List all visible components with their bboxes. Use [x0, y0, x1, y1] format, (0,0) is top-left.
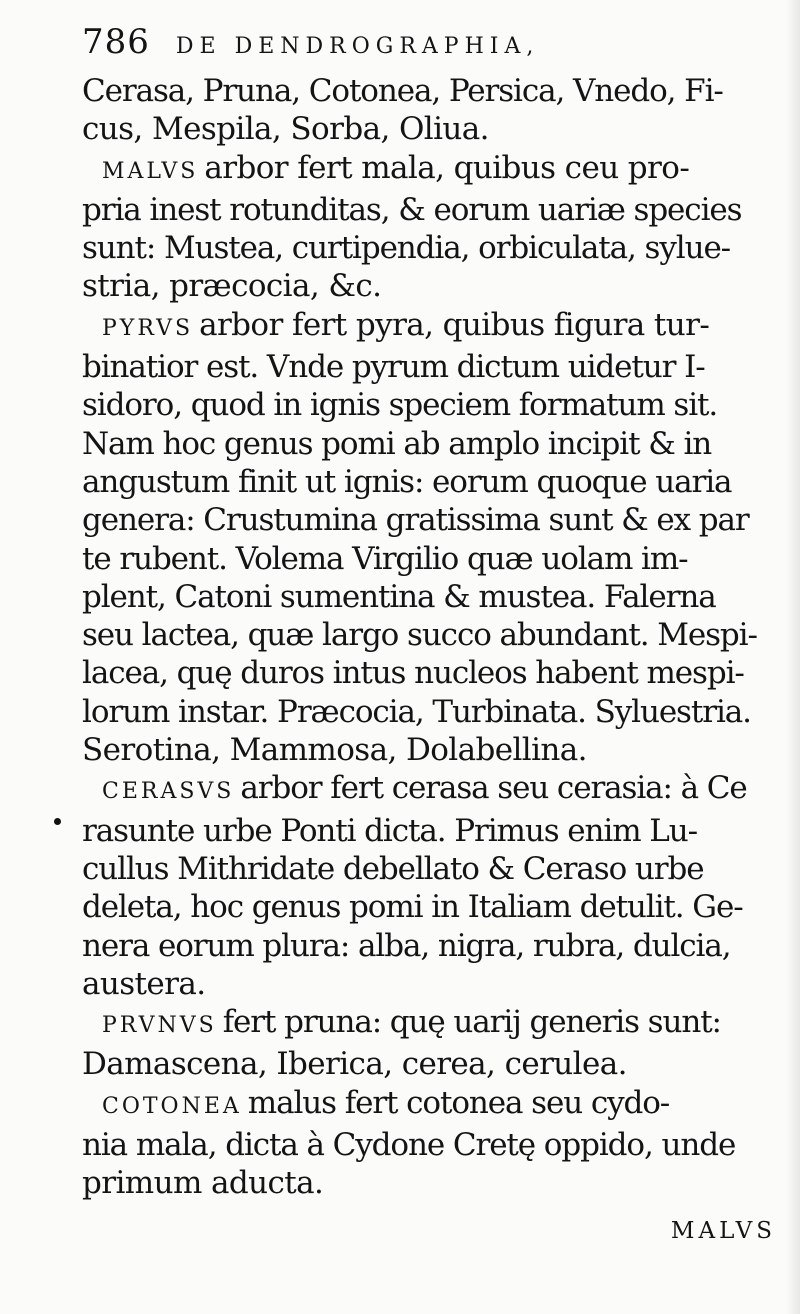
catchword: MALVS [670, 1218, 776, 1244]
text-line [82, 1084, 782, 1126]
text-line [82, 463, 782, 501]
text-line [82, 578, 782, 616]
line-text: plent, Catoni sumentina & mustea. Falerna [82, 578, 716, 615]
line-text: Nam hoc genus pomi ab amplo incipit & in [82, 425, 712, 462]
text-line [82, 731, 782, 769]
text-line [82, 1003, 782, 1045]
line-text: arbor fert cerasa seu cerasia: à Ce [240, 770, 747, 807]
line-text: fert pruna: quę uarij generis sunt: [222, 1004, 721, 1041]
line-text: Damascena, Iberica, cerea, cerulea. [82, 1046, 627, 1083]
text-line [82, 110, 782, 148]
text-line [82, 888, 782, 926]
text-line [82, 72, 782, 110]
text-line [82, 540, 782, 578]
line-text: Cerasa, Pruna, Cotonea, Persica, Vnedo, Fi- [82, 73, 723, 109]
line-text: lorum instar. Præcocia, Turbinata. Syluestria. [82, 693, 751, 730]
section-lead: MALVS [102, 158, 199, 184]
text-line [82, 616, 782, 654]
text-line [82, 306, 782, 348]
text-line [82, 149, 782, 191]
text-line [82, 501, 782, 539]
section-lead: PYRVS [102, 315, 194, 341]
line-text: sidoro, quod in ignis speciem formatum sit. [82, 387, 718, 424]
text-line [82, 927, 782, 965]
text-line [82, 812, 782, 850]
line-text: stria, præcocia, &c. [82, 268, 382, 305]
line-text: binatior est. Vnde pyrum dictum uidetur I- [82, 349, 705, 386]
text-line [82, 693, 782, 731]
section-lead: COTONEA [102, 1093, 242, 1119]
text-line [82, 386, 782, 424]
section-lead: PRVNVS [102, 1013, 217, 1039]
line-text: rasunte urbe Ponti dicta. Primus enim Lu- [82, 812, 697, 849]
line-text: austera. [82, 965, 206, 1002]
line-text: Serotina, Mammosa, Dolabellina. [82, 732, 587, 769]
page-edge-shadow [786, 0, 800, 1314]
page-number: 786 [82, 22, 150, 62]
line-text: angustum finit ut ignis: eorum quoque uaria [82, 463, 732, 500]
text-line [82, 267, 782, 305]
line-text: te rubent. Volema Virgilio quæ uolam im- [82, 540, 688, 577]
line-text: cullus Mithridate debellato & Ceraso urbe [82, 850, 704, 887]
running-title: DE DENDROGRAPHIA, [175, 34, 540, 59]
text-line [82, 769, 782, 811]
line-text: arbor fert pyra, quibus figura tur- [199, 306, 710, 343]
text-line [82, 1164, 782, 1202]
line-text: cus, Mespila, Sorba, Oliua. [82, 111, 489, 148]
line-text: sunt: Mustea, curtipendia, orbiculata, sylue- [82, 230, 731, 267]
text-line [82, 850, 782, 888]
text-line [82, 1126, 782, 1164]
section-lead: CERASVS [102, 779, 235, 805]
text-line [82, 425, 782, 463]
text-line [82, 348, 782, 386]
line-text: lacea, quę duros intus nucleos habent mespi- [82, 655, 744, 692]
line-text: seu lactea, quæ largo succo abundant. Mespi- [82, 617, 757, 654]
line-text: malus fert cotonea seu cydo- [247, 1084, 670, 1121]
text-line [82, 191, 782, 229]
running-head [82, 22, 782, 72]
text-line [82, 1045, 782, 1083]
line-text: nia mala, dicta à Cydone Cretę oppido, unde [82, 1127, 736, 1164]
text-line [82, 229, 782, 267]
line-text: nera eorum plura: alba, nigra, rubra, dulcia, [82, 927, 731, 964]
line-text: genera: Crustumina gratissima sunt & ex par [82, 502, 749, 539]
text-line [82, 654, 782, 692]
line-text: pria inest rotunditas, & eorum uariæ species [82, 191, 742, 228]
text-line [82, 965, 782, 1003]
line-text: arbor fert mala, quibus ceu pro- [204, 149, 690, 186]
line-text: deleta, hoc genus pomi in Italiam detulit. Ge- [82, 889, 743, 926]
text-block [82, 22, 782, 1203]
ink-speck [54, 818, 61, 825]
line-text: primum aducta. [82, 1165, 324, 1202]
